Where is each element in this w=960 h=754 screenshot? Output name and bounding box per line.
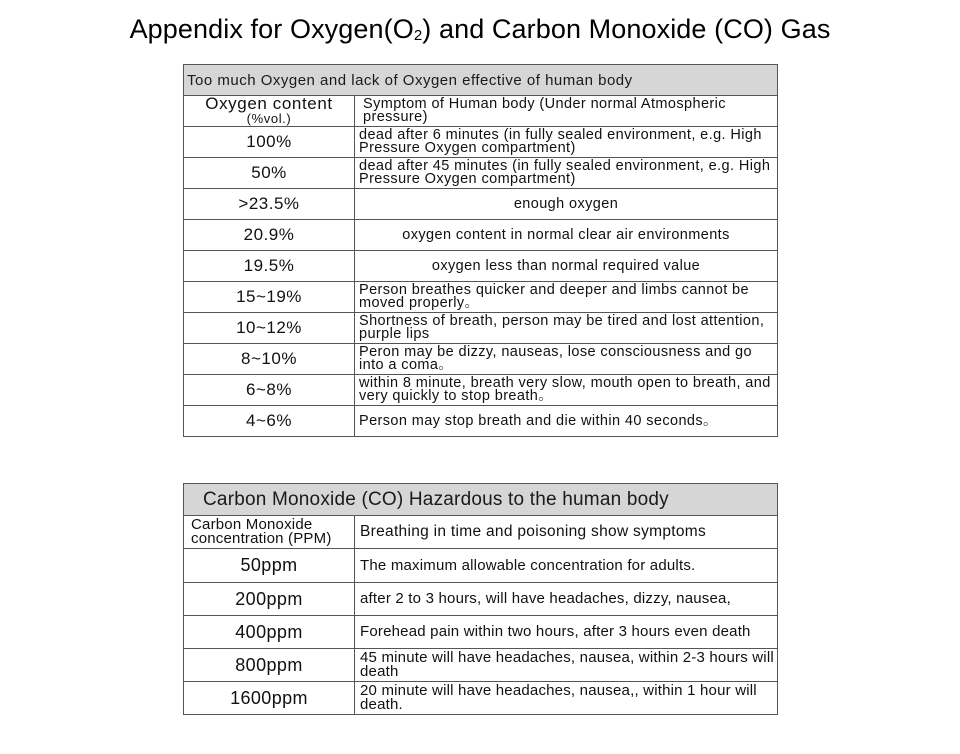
oxygen-symptom-cell: oxygen content in normal clear air environments [355,220,778,251]
page-title-suffix: ) and Carbon Monoxide (CO) Gas [422,14,831,44]
co-value-cell: 400ppm [184,616,355,649]
co-symptom-cell: 45 minute will have headaches, nausea, within 2-3 hours will death [355,649,778,682]
co-symptom-header: Breathing in time and poisoning show symptoms [355,516,778,549]
oxygen-table-caption: Too much Oxygen and lack of Oxygen effective of human body [184,65,778,96]
oxygen-symptom-cell: Person may stop breath and die within 40 seconds。 [355,406,778,437]
co-symptom-cell: Forehead pain within two hours, after 3 hours even death [355,616,778,649]
oxygen-table [183,64,778,437]
oxygen-value-cell: 50% [184,158,355,189]
oxygen-symptom-cell: Shortness of breath, person may be tired and lost attention, purple lips [355,313,778,344]
page-title-subscript: 2 [413,27,423,44]
co-symptom-cell: 20 minute will have headaches, nausea,, within 1 hour will death. [355,682,778,715]
oxygen-content-header-unit: (%vol.) [246,111,292,126]
oxygen-symptom-cell: Person breathes quicker and deeper and limbs cannot be moved properly。 [355,282,778,313]
co-symptom-cell: The maximum allowable concentration for adults. [355,549,778,583]
co-value-cell: 200ppm [184,583,355,616]
page-title [0,14,960,45]
symptom-header: Symptom of Human body (Under normal Atmospheric pressure) [355,96,778,127]
oxygen-value-cell: 20.9% [184,220,355,251]
page-title-prefix: Appendix for Oxygen(O [129,14,414,44]
oxygen-value-cell: 10~12% [184,313,355,344]
co-concentration-header: Carbon Monoxide concentration (PPM) [184,516,355,549]
co-value-cell: 1600ppm [184,682,355,715]
oxygen-value-cell: >23.5% [184,189,355,220]
oxygen-value-cell: 15~19% [184,282,355,313]
oxygen-symptom-cell: within 8 minute, breath very slow, mouth open to breath, and very quickly to stop breath。 [355,375,778,406]
oxygen-symptom-cell: enough oxygen [355,189,778,220]
oxygen-symptom-cell: oxygen less than normal required value [355,251,778,282]
co-value-cell: 50ppm [184,549,355,583]
oxygen-value-cell: 100% [184,127,355,158]
oxygen-value-cell: 19.5% [184,251,355,282]
oxygen-value-cell: 6~8% [184,375,355,406]
oxygen-value-cell: 8~10% [184,344,355,375]
co-value-cell: 800ppm [184,649,355,682]
carbon-monoxide-table-caption: Carbon Monoxide (CO) Hazardous to the human body [184,484,778,516]
oxygen-symptom-cell: dead after 6 minutes (in fully sealed environment, e.g. High Pressure Oxygen compartment) [355,127,778,158]
oxygen-content-header [184,96,355,127]
oxygen-value-cell: 4~6% [184,406,355,437]
oxygen-symptom-cell: Peron may be dizzy, nauseas, lose consciousness and go into a coma。 [355,344,778,375]
oxygen-content-header-label: Oxygen content [205,95,333,113]
oxygen-symptom-cell: dead after 45 minutes (in fully sealed environment, e.g. High Pressure Oxygen compartment) [355,158,778,189]
co-symptom-cell: after 2 to 3 hours, will have headaches, dizzy, nausea, [355,583,778,616]
carbon-monoxide-table [183,483,778,715]
